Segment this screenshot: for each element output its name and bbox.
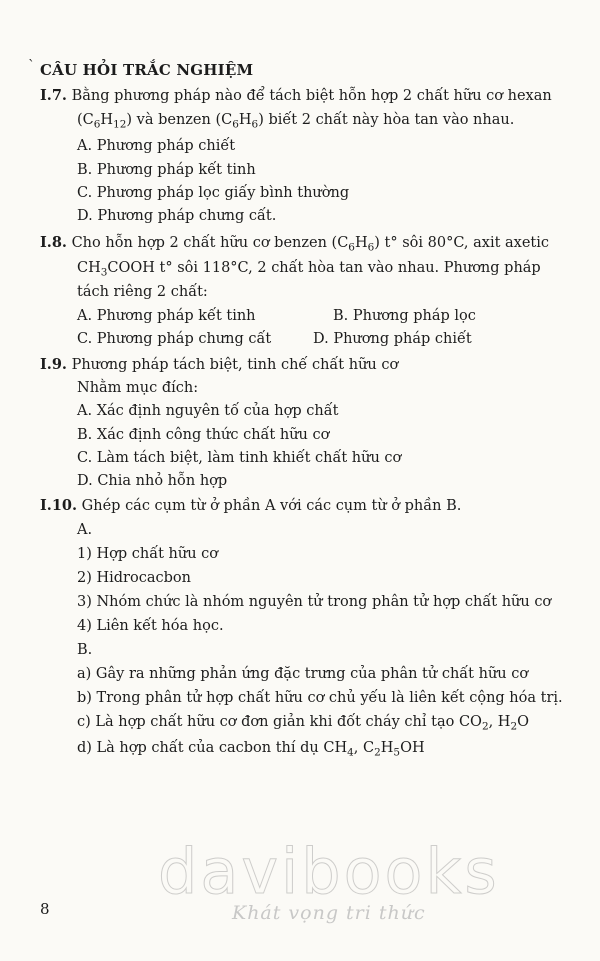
question-8-option-d: D. Phương pháp chiết [313,331,472,347]
question-10-part-b-item-c: c) Là hợp chất hữu cơ đơn giản khi đốt cháy chỉ tạo $CO_2$, $H_2O$ [77,714,530,733]
question-9-option-a: A. Xác định nguyên tố của hợp chất [77,403,339,419]
question-10-stem: I.10. Ghép các cụm từ ở phần A với các cụm từ ở phần B. [40,497,462,514]
question-9-option-d: D. Chia nhỏ hỗn hợp [77,473,228,489]
question-8-stem-line3: tách riêng 2 chất: [77,284,208,300]
question-9-number: I.9. [40,356,67,373]
question-9-stem-line1: I.9. Phương pháp tách biệt, tinh chế chất hữu cơ [40,356,399,373]
question-7-number: I.7. [40,87,67,104]
question-8-stem-line1: I.8. Cho hỗn hợp 2 chất hữu cơ benzen $(C_6H_6)$ t° sôi 80°C, axit axetic [40,234,550,254]
question-8-number: I.8. [40,234,67,251]
question-10-part-b-item-b: b) Trong phân tử hợp chất hữu cơ chủ yếu là liên kết cộng hóa trị. [77,690,563,706]
question-7-option-a: A. Phương pháp chiết [77,138,236,154]
question-7-stem-line1: I.7. Bằng phương pháp nào để tách biệt hỗn hợp 2 chất hữu cơ hexan [40,87,552,104]
question-10-part-a-item-1: 1) Hợp chất hữu cơ [77,546,219,562]
question-7-option-c: C. Phương pháp lọc giấy bình thường [77,185,350,201]
question-10-part-b-item-a: a) Gây ra những phản ứng đặc trưng của phân tử chất hữu cơ [77,666,529,682]
question-10-number: I.10. [40,497,78,514]
question-7-option-d: D. Phương pháp chưng cất. [77,208,277,224]
question-9-stem-line2: Nhằm mục đích: [77,380,199,396]
question-10-part-a-item-2: 2) Hidrocacbon [77,570,191,586]
watermark-logo: davibooks [158,835,500,908]
section-heading: CÂU HỎI TRẮC NGHIỆM [40,61,254,79]
question-10-part-a-item-3: 3) Nhóm chức là nhóm nguyên tử trong phân tử hợp chất hữu cơ [77,594,552,610]
question-7-stem-line2: $(C_6H_{12})$ và benzen $(C_6H_6)$ biết 2 chất này hòa tan vào nhau. [77,112,515,131]
question-9-option-c: C. Làm tách biệt, làm tinh khiết chất hữu cơ [77,450,402,466]
question-10-part-a-label: A. [77,522,93,538]
question-10-part-a-item-4: 4) Liên kết hóa học. [77,618,224,634]
watermark-slogan: Khát vọng tri thức [232,902,426,924]
question-8-option-c: C. Phương pháp chưng cất [77,331,272,347]
question-7-option-b: B. Phương pháp kết tinh [77,162,256,178]
question-8-option-a: A. Phương pháp kết tinh [77,308,256,324]
question-9-option-b: B. Xác định công thức chất hữu cơ [77,427,330,443]
question-10-part-b-item-d: d) Là hợp chất của cacbon thí dụ $CH_4$, $C_2H_5OH$ [77,740,425,759]
page-number: 8 [40,900,50,918]
question-8-stem-line2: $CH_3COOH$ t° sôi 118°C, 2 chất hòa tan vào nhau. Phương pháp [77,260,541,279]
question-8-option-b: B. Phương pháp lọc [333,308,476,324]
question-10-part-b-label: B. [77,642,93,658]
page-mark: ` [28,58,35,74]
